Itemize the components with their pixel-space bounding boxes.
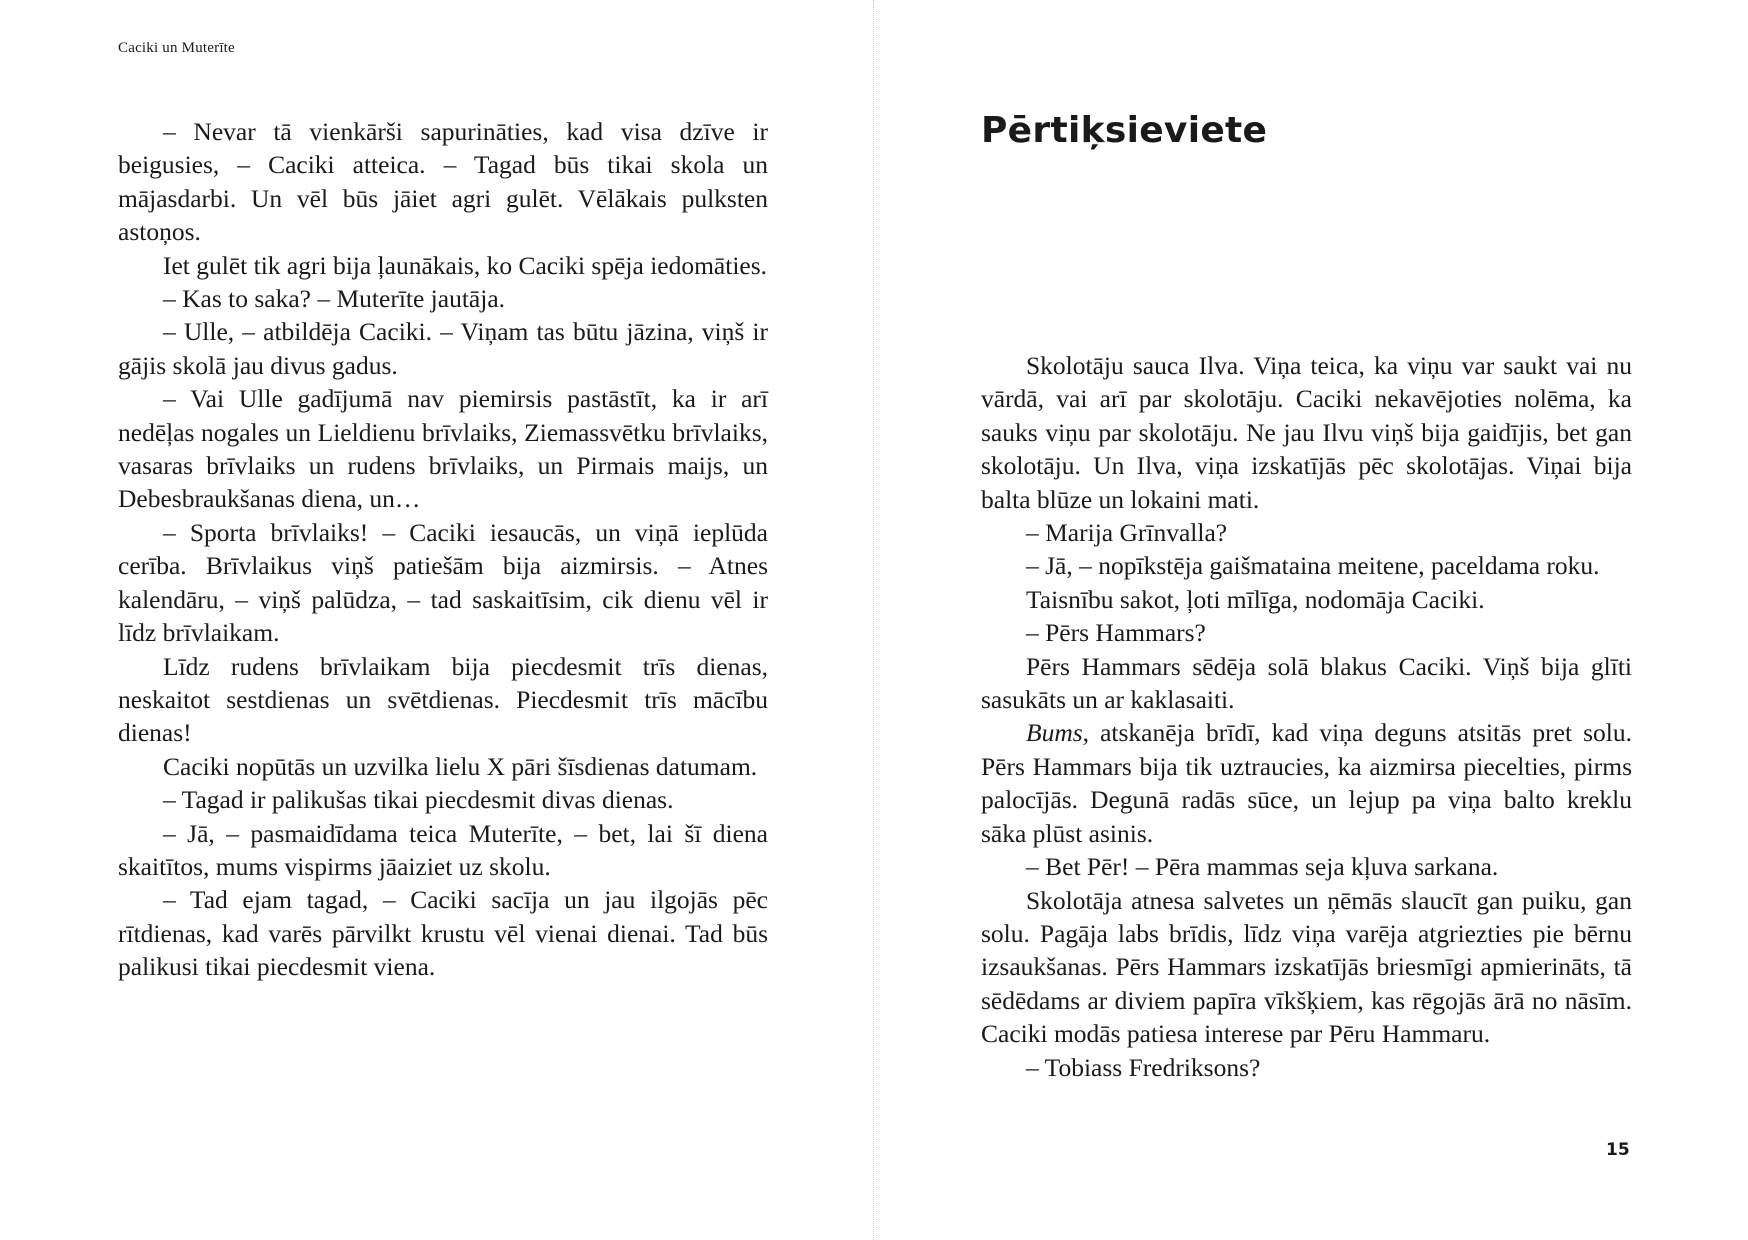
paragraph: – Bet Pēr! – Pēra mammas seja kļuva sarkana. [1026, 852, 1499, 882]
chapter-title: Pērtiķsieviete [981, 110, 1268, 151]
paragraph: Caciki nopūtās un uzvilka lielu X pāri šīsdienas datumam. [163, 751, 758, 781]
paragraph: – Marija Grīnvalla? [1026, 518, 1228, 548]
left-page-body [118, 115, 768, 984]
paragraph: – Jā, – pasmaidīdama teica Muterīte, – bet, lai šī diena skaitītos, mums vispirms jāaiziet uz skolu. [118, 818, 768, 881]
italic-word: Bums [1026, 718, 1083, 748]
paragraph: – Pērs Hammars? [1026, 618, 1206, 648]
paragraph: Līdz rudens brīvlaikam bija piecdesmit trīs dienas, neskaitot sestdienas un svētdienas. Piecdesmit trīs mācību dienas! [118, 651, 768, 748]
paragraph: Iet gulēt tik agri bija ļaunākais, ko Caciki spēja iedomāties. [163, 250, 768, 280]
paragraph: – Tagad ir palikušas tikai piecdesmit divas dienas. [163, 785, 674, 815]
paragraph: – Tobiass Fredriksons? [1026, 1052, 1261, 1082]
paragraph: – Tad ejam tagad, – Caciki sacīja un jau ilgojās pēc rītdienas, kad varēs pārvilkt krustu vēl vienai dienai. Tad būs palikusi tikai piecdesmit viena. [118, 885, 768, 982]
page-gutter [873, 0, 874, 1240]
paragraph: Taisnību sakot, ļoti mīlīga, nodomāja Caciki. [1026, 584, 1485, 614]
paragraph: – Jā, – nopīkstēja gaišmataina meitene, paceldama roku. [1026, 551, 1600, 581]
paragraph: – Nevar tā vienkārši sapurināties, kad visa dzīve ir beigusies, – Caciki atteica. – Tagad būs tikai skola un mājasdarbi. Un vēl būs jāiet agri gulēt. Vēlākais pulksten astoņos. [118, 117, 768, 247]
paragraph: Skolotāju sauca Ilva. Viņa teica, ka viņu var saukt vai nu vārdā, vai arī par skolotāju. Caciki nekavējoties nolēma, ka sauks viņu par skolotāju. Ne jau Ilvu viņš bija gaidījis, bet gan skolotāju. Un Ilva, viņa izskatījās pēc skolotājas. Viņai bija balta blūze un lokaini mati. [981, 351, 1632, 514]
paragraph: Pērs Hammars sēdēja solā blakus Caciki. Viņš bija glīti sasukāts un ar kaklasaiti. [981, 651, 1632, 715]
page-number: 15 [1606, 1140, 1630, 1160]
paragraph: Skolotāja atnesa salvetes un ņēmās slaucīt gan puiku, gan solu. Pagāja labs brīdis, līdz viņa varēja atgriezties pie bērnu izsaukšanas. Pērs Hammars izskatījās briesmīgi apmierināts, tā sēdēdams ar diviem papīra vīkšķiem, kas rēgojās ārā no nāsīm. Caciki modās patiesa interese par Pēru Hammaru. [981, 885, 1632, 1049]
paragraph-text: , atskanēja brīdī, kad viņa deguns atsitās pret solu. Pērs Hammars bija tik uztraucies, ka aizmirsa piecelties, pirms palocījās. Degunā radās sūce, un lejup pa viņa balto kreklu sāka plūst asinis. [981, 718, 1632, 848]
paragraph [981, 716, 1632, 850]
paragraph: – Kas to saka? – Muterīte jautāja. [163, 284, 506, 314]
running-head: Caciki un Muterīte [118, 40, 235, 56]
paragraph: – Sporta brīvlaiks! – Caciki iesaucās, un viņā ieplūda cerība. Brīvlaikus viņš patiešām bija aizmirsis. – Atnes kalendāru, – viņš palūdza, – tad saskaitīsim, cik dienu vēl ir līdz brīvlaikam. [118, 517, 768, 648]
paragraph: – Vai Ulle gadījumā nav piemirsis pastāstīt, ka ir arī nedēļas nogales un Lieldienu brīvlaiks, Ziemassvētku brīvlaiks, vasaras brīvlaiks un rudens brīvlaiks, un Pirmais maijs, un Debesbraukšanas diena, un… [118, 384, 768, 514]
right-page-body [981, 349, 1632, 1084]
paragraph: – Ulle, – atbildēja Caciki. – Viņam tas būtu jāzina, viņš ir gājis skolā jau divus gadus. [118, 317, 768, 380]
